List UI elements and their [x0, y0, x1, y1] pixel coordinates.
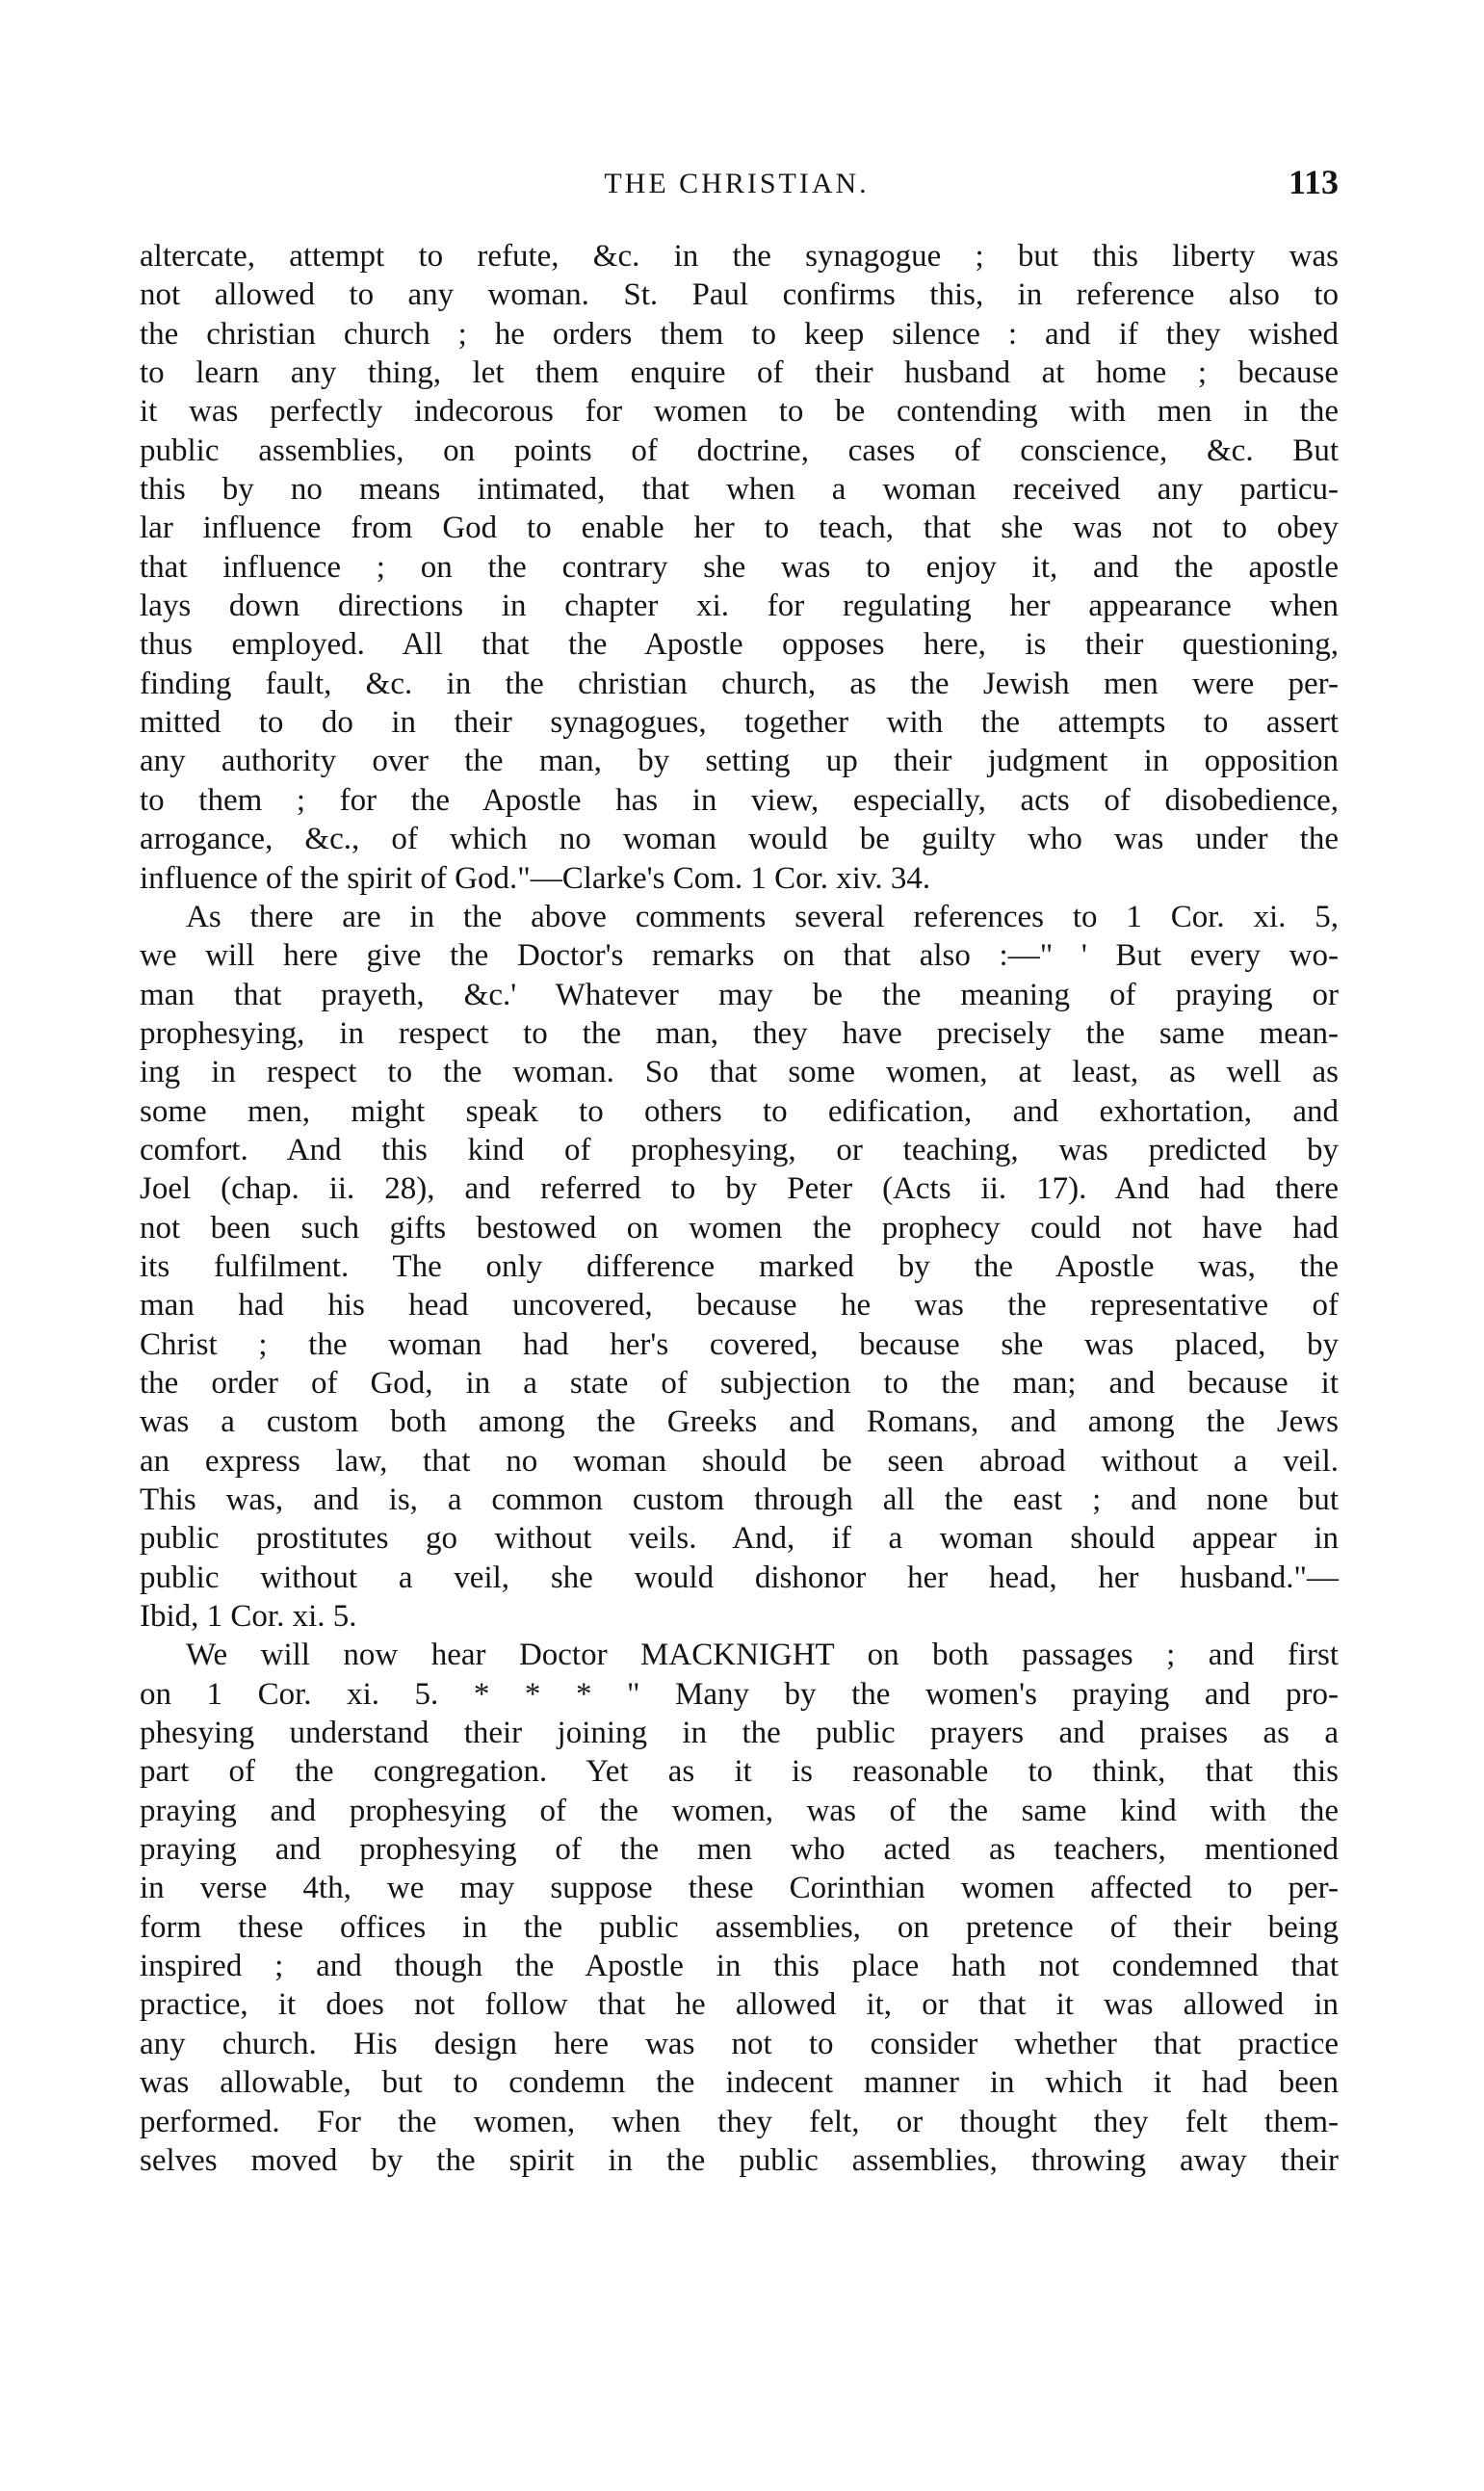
- text-line: that influence ; on the contrary she was to enjoy it, and the apostle: [140, 549, 1339, 585]
- text-line: finding fault, &c. in the christian church, as the Jewish men were per-: [140, 666, 1339, 701]
- text-line: not allowed to any woman. St. Paul confirms this, in reference also to: [140, 277, 1339, 313]
- text-line: praying and prophesying of the men who acted as teachers, mentioned: [140, 1832, 1339, 1868]
- text-line: practice, it does not follow that he allowed it, or that it was allowed in: [140, 1987, 1339, 2023]
- running-head: [135, 162, 1339, 208]
- body-text: [140, 237, 1339, 2180]
- text-line: not been such gifts bestowed on women the prophecy could not have had: [140, 1210, 1339, 1246]
- text-line: comfort. And this kind of prophesying, or teaching, was predicted by: [140, 1132, 1339, 1167]
- text-line: influence of the spirit of God."—Clarke's Com. 1 Cor. xiv. 34.: [140, 860, 931, 896]
- text-line: altercate, attempt to refute, &c. in the synagogue ; but this liberty was: [140, 239, 1339, 274]
- text-line: Christ ; the woman had her's covered, because she was placed, by: [140, 1326, 1339, 1362]
- text-line: public without a veil, she would dishonor her head, her husband."—: [140, 1560, 1339, 1595]
- text-line: we will here give the Doctor's remarks on that also :—" ' But every wo-: [140, 938, 1339, 974]
- text-line: mitted to do in their synagogues, together with the attempts to assert: [140, 705, 1339, 741]
- text-line: performed. For the women, when they felt, or thought they felt them-: [140, 2104, 1339, 2139]
- text-line: As there are in the above comments several references to 1 Cor. xi. 5,: [186, 899, 1339, 934]
- text-line: it was perfectly indecorous for women to be contending with men in the: [140, 394, 1339, 430]
- text-line: to learn any thing, let them enquire of their husband at home ; because: [140, 355, 1339, 391]
- text-line: the order of God, in a state of subjection to the man; and because it: [140, 1365, 1339, 1401]
- text-line: public prostitutes go without veils. And, if a woman should appear in: [140, 1521, 1339, 1557]
- text-line: form these offices in the public assemblies, on pretence of their being: [140, 1909, 1339, 1945]
- text-line: on 1 Cor. xi. 5. * * * " Many by the women's praying and pro-: [140, 1676, 1339, 1712]
- text-line: thus employed. All that the Apostle opposes here, is their questioning,: [140, 627, 1339, 663]
- text-line: an express law, that no woman should be seen abroad without a veil.: [140, 1443, 1339, 1479]
- running-title: THE CHRISTIAN.: [604, 168, 870, 199]
- text-line: this by no means intimated, that when a woman received any particu-: [140, 472, 1339, 508]
- text-line: inspired ; and though the Apostle in this place hath not condemned that: [140, 1949, 1339, 1984]
- text-line: selves moved by the spirit in the public assemblies, throwing away their: [140, 2142, 1339, 2178]
- text-line: We will now hear Doctor MACKNIGHT on both passages ; and first: [186, 1638, 1339, 1673]
- text-line: lays down directions in chapter xi. for regulating her appearance when: [140, 589, 1339, 624]
- text-line: in verse 4th, we may suppose these Corinthian women affected to per-: [140, 1871, 1339, 1906]
- text-line: Ibid, 1 Cor. xi. 5.: [140, 1599, 357, 1635]
- text-line: public assemblies, on points of doctrine, cases of conscience, &c. But: [140, 433, 1339, 468]
- text-line: any authority over the man, by setting up their judgment in opposition: [140, 744, 1339, 779]
- text-line: lar influence from God to enable her to teach, that she was not to obey: [140, 511, 1339, 546]
- text-line: This was, and is, a common custom through all the east ; and none but: [140, 1482, 1339, 1517]
- text-line: any church. His design here was not to consider whether that practice: [140, 2026, 1339, 2061]
- text-line: ing in respect to the woman. So that some women, at least, as well as: [140, 1055, 1339, 1090]
- text-line: man that prayeth, &c.' Whatever may be the meaning of praying or: [140, 977, 1339, 1012]
- text-line: some men, might speak to others to edification, and exhortation, and: [140, 1093, 1339, 1129]
- page-number: 113: [1288, 163, 1339, 201]
- text-line: arrogance, &c., of which no woman would be guilty who was under the: [140, 822, 1339, 857]
- text-line: phesying understand their joining in the public prayers and praises as a: [140, 1716, 1339, 1751]
- text-line: its fulfilment. The only difference marked by the Apostle was, the: [140, 1248, 1339, 1284]
- text-line: man had his head uncovered, because he was the representative of: [140, 1288, 1339, 1324]
- text-line: praying and prophesying of the women, was of the same kind with the: [140, 1793, 1339, 1828]
- text-line: part of the congregation. Yet as it is reasonable to think, that this: [140, 1754, 1339, 1790]
- text-line: prophesying, in respect to the man, they have precisely the same mean-: [140, 1015, 1339, 1051]
- text-line: to them ; for the Apostle has in view, especially, acts of disobedience,: [140, 782, 1339, 818]
- text-line: Joel (chap. ii. 28), and referred to by Peter (Acts ii. 17). And had there: [140, 1171, 1339, 1207]
- text-line: was allowable, but to condemn the indecent manner in which it had been: [140, 2065, 1339, 2101]
- text-line: the christian church ; he orders them to keep silence : and if they wished: [140, 316, 1339, 352]
- text-line: was a custom both among the Greeks and Romans, and among the Jews: [140, 1404, 1339, 1440]
